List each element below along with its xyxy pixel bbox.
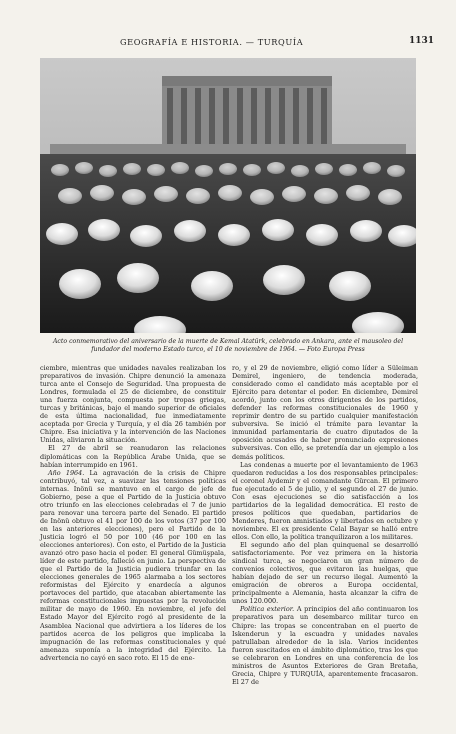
page-number: 1131 [408, 36, 434, 46]
photo-image [40, 58, 416, 333]
text-column-left [40, 364, 226, 662]
paragraph-text: La agravación de la crisis de Chipre contribuyó, tal vez, a suavizar las tensiones políticas internas. Inönü se mantuvo en el cargo de jefe de Gobierno, pese a que el Partido de la Justicia obtuvo otro triunfo en las elecciones celebradas el 7 de junio para renovar una tercera parte del Senado. El partido de Inönü obtuvo el 41 por 100 de los votos (37 por 100 en las anteriores elecciones), pero el Partido de la Justicia logró el 50 por 100 (46 por 100 en las elecciones anteriores). Con esto, el Partido de la Justicia avanzó otro paso hacia el poder. El general Gümüşpala, líder de este partido, falleció en junio. La perspectiva de que el Partido de la Justicia pudiera triunfar en las elecciones generales de 1965 alarmaba a los sectores reformistas del Ejército y enardecía a algunos portavoces del partido, que atacaban abiertamente las reformas constitucionales impuestas por la revolución militar de mayo de 1960. En noviembre, el jefe del Estado Mayor del Ejército rogó al presidente de la Asamblea Nacional que advirtiera a los líderes de los partidos acerca de los peligros que implicaba la impugnación de las reformas constitucionales y qué amenaza suponía a la integridad del Ejército. La advertencia no cayó en saco roto. El 15 de ene- [40, 468, 226, 662]
photo-caption: Acto conmemorativo del aniversario de la muerte de Kemal Atatürk, celebrado en Ankara, ante el mausoleo del fundador del moderno Estado turco, el 10 de noviembre de 1964. — Foto Europa Press [52, 338, 404, 354]
text-column-right [232, 364, 418, 686]
paragraph [232, 605, 418, 685]
running-head: GEOGRAFÍA E HISTORIA. — TURQUÍA [120, 37, 304, 47]
paragraph: ro, y el 29 de noviembre, eligió como líder a Süleiman Demirel, ingeniero, de tendencia moderada, considerado como el candidato más aceptable por el Ejército para detentar el poder. En diciembre, Demirel acordó, junto con los otros dirigentes de los partidos, defender las reformas constitucionales de 1960 y reprimir dentro de su partido cualquier manifestación subversiva. Se inició el trámite para levantar la inmunidad parlamentaria de cuatro diputados de la oposición acusados de haber pronunciado expresiones subversivas. Con ello, se pretendía dar un ejemplo a los demás políticos. [232, 364, 418, 461]
paragraph: El 27 de abril se reanudaron las relaciones diplomáticas con la República Árabe Unida, que se habían interrumpido en 1961. [40, 444, 226, 469]
paragraph-text: A principios del año continuaron los preparativos para un desembarco militar turco en Chipre: las tropas se concentraban en el puerto de Iskenderun y la escuadra y unidades navales patrullaban alrededor de la isla. Varios incidentes fueron suscitados en el ámbito diplomático, tras los que se celebraron en Londres en una conferencia de los ministros de Asuntos Exteriores de Gran Bretaña, Grecia, Chipre y TURQUÍA, aparentemente fracasaron. El 27 de [232, 605, 418, 686]
paragraph [40, 469, 226, 662]
photograph [40, 58, 416, 333]
paragraph: ciembre, mientras que unidades navales realizaban los preparativos de invasión. Chipre denunció la amenaza turca ante el Consejo de Seguridad. Una propuesta de Londres, formulada el 25 de diciembre, de constituir una fuerza conjunta, compuesta por tropas griegas, turcas y británicas, bajo el mando superior de oficiales de esta última nacionalidad, fue inmediatamente aceptada por Grecia y Turquía, y el día 26 también por Chipre. Esa iniciativa y la intervención de las Naciones Unidas, aliviaron la situación. [40, 364, 226, 445]
run-in-heading: Año 1964. [48, 468, 85, 477]
run-in-heading: Política exterior. [240, 605, 295, 614]
paragraph: El segundo año del plan quinquenal se desarrolló satisfactoriamente. Por vez primera en la historia sindical turca, se negociaron un gran número de convenios colectivos, que evitaron las huelgas, que habían dejado de ser un recurso ilegal. Aumentó la emigración de obreros a Europa occidental, principalmente a Alemania, hasta alcanzar la cifra de unos 120.000. [232, 541, 418, 606]
paragraph: Las condenas a muerte por el levantamiento de 1963 quedaron reducidas a los dos responsables principales: el coronel Aydemir y el comandante Gürcan. El primero fue ejecutado el 5 de julio, y el segundo el 27 de junio. Con esas ejecuciones se dio satisfacción a los partidarios de la legalidad democrática. El resto de presos políticos que quedaban, partidarios de Menderes, fueron amnistiados y libertados en octubre y noviembre. El ex presidente Celal Bayar se halló entre ellos. Con ello, la política tranquilizaron a los militares. [232, 460, 418, 541]
